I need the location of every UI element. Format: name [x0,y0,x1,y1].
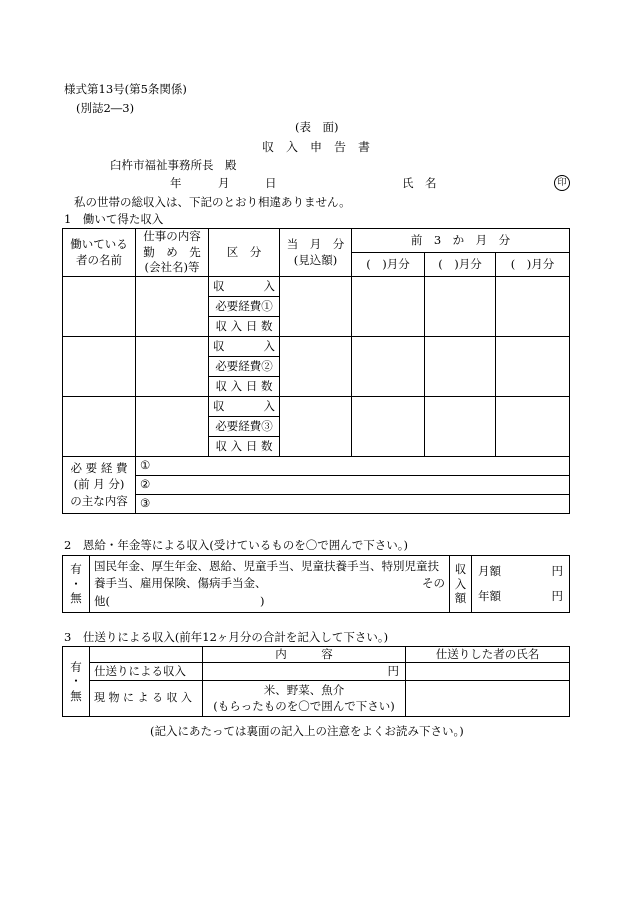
remittance-income-table [62,646,570,717]
worker-name-cell-1[interactable] [63,276,136,336]
expense-label-1: 必要経費① [209,296,280,316]
col-content: 内 容 [203,647,406,663]
income-label-2: 収 入 [209,336,280,356]
seal-mark: 印 [554,175,570,191]
expense-label-2: 必要経費② [209,356,280,376]
current-cell-2[interactable] [280,336,352,396]
expense-details-label: 必 要 経 費 (前 月 分) の主な内容 [63,456,136,513]
income-label-3: 収 入 [209,396,280,416]
remittance-sender-2[interactable] [406,681,570,717]
prev1-cell-1[interactable] [352,276,425,336]
prev2-cell-1[interactable] [425,276,496,336]
annex-number: (別誌2―3) [76,101,135,115]
expense-detail-3[interactable]: ③ [136,494,570,513]
remittance-income-amount[interactable]: 円 [203,663,406,681]
prev1-cell-2[interactable] [352,336,425,396]
pension-yes-no[interactable]: 有 ・ 無 [63,556,90,613]
in-kind-income-label: 現 物 に よ る 収 入 [90,681,203,717]
in-kind-content[interactable]: 米、野菜、魚介 (もらったものを〇で囲んで下さい) [203,681,406,717]
declaration-text: 私の世帯の総収入は、下記のとおり相違ありません。 [74,195,351,209]
col-current-month: 当 月 分 (見込額) [280,229,352,277]
remittance-income-label: 仕送りによる収入 [90,663,203,681]
prev3-cell-1[interactable] [496,276,570,336]
worker-name-cell-3[interactable] [63,396,136,456]
prev-month-3: ( )月分 [496,252,570,276]
date-day-label: 日 [265,176,277,190]
prev3-cell-3[interactable] [496,396,570,456]
section2-title: 2 恩給・年金等による収入(受けているものを〇で囲んで下さい。) [64,538,409,552]
prev-month-2: ( )月分 [425,252,496,276]
prev2-cell-2[interactable] [425,336,496,396]
form-number: 様式第13号(第5条関係) [64,82,187,96]
document-title: 収 入 申 告 書 [262,140,371,154]
page-side-label: (表 面) [295,120,339,134]
prev-month-1: ( )月分 [352,252,425,276]
col-previous-3-months: 前 3 か 月 分 [352,229,570,253]
income-label-1: 収 入 [209,276,280,296]
current-cell-3[interactable] [280,396,352,456]
remittance-yes-no[interactable]: 有 ・ 無 [63,647,90,717]
job-cell-1[interactable] [136,276,209,336]
col-sender-name: 仕送りした者の氏名 [406,647,570,663]
days-label-1: 収 入 日 数 [209,316,280,336]
remittance-sender-1[interactable] [406,663,570,681]
addressee: 臼杵市福祉事務所長 殿 [110,158,237,172]
work-income-table [62,228,570,514]
expense-detail-1[interactable]: ① [136,456,570,475]
prev2-cell-3[interactable] [425,396,496,456]
remittance-header-blank [90,647,203,663]
date-month-label: 月 [218,176,230,190]
expense-detail-2[interactable]: ② [136,475,570,494]
days-label-2: 収 入 日 数 [209,376,280,396]
job-cell-2[interactable] [136,336,209,396]
pension-amount-cell[interactable]: 月額 円 年額 円 [472,556,570,613]
col-job-content: 仕事の内容 勤 め 先 (会社名)等 [136,229,209,277]
prev1-cell-3[interactable] [352,396,425,456]
date-year-label: 年 [170,176,182,190]
footer-note: (記入にあたっては裏面の記入上の注意をよくお読み下さい。) [150,724,464,738]
current-cell-1[interactable] [280,276,352,336]
col-category: 区 分 [209,229,280,277]
income-amount-label: 収 入 額 [450,556,472,613]
job-cell-3[interactable] [136,396,209,456]
prev3-cell-2[interactable] [496,336,570,396]
section3-title: 3 仕送りによる収入(前年12ヶ月分の合計を記入して下さい。) [64,630,389,644]
worker-name-cell-2[interactable] [63,336,136,396]
section1-title: 1 働いて得た収入 [64,212,164,226]
col-worker-name: 働いている 者の名前 [63,229,136,277]
applicant-name-label: 氏 名 [402,176,437,190]
days-label-3: 収 入 日 数 [209,436,280,456]
pension-income-table [62,555,570,613]
expense-label-3: 必要経費③ [209,416,280,436]
pension-type-list[interactable]: 国民年金、厚生年金、恩給、児童手当、児童扶養手当、特別児童扶 養手当、雇用保険、傷病手当金、 その 他( ) [90,556,450,613]
